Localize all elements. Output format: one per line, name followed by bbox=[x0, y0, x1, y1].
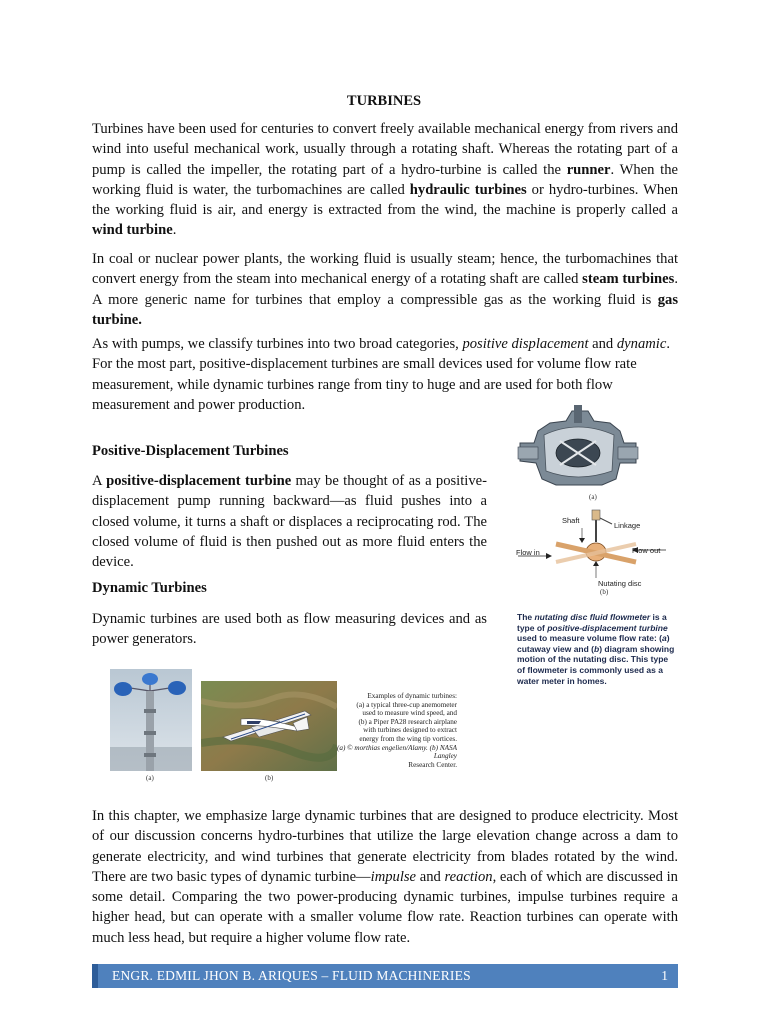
term-wind-turbine: wind turbine bbox=[92, 222, 173, 239]
dynamic-caption: Examples of dynamic turbines: (a) a typical three-cup anemometer used to measure wind speed, and (b) a Piper PA28 research airplane with turbines designed to extract energy from the wing tip vortices. (a) © morthias engelien/Alamy. (b) NASA Langley Research Center. bbox=[336, 692, 457, 769]
flowmeter-label-a: (a) bbox=[589, 493, 597, 501]
paragraph-dynamic: Dynamic turbines are used both as flow measuring devices and as power generators. bbox=[92, 611, 487, 648]
paragraph-classification: As with pumps, we classify turbines into two broad categories, positive displacement and dynamic. For the most part, positive-displacement turbines are small devices used for volume flow rate measurement, while dynamic turbines range from tiny to huge and are used for both flow measurement and power production. bbox=[92, 336, 670, 413]
label-linkage: Linkage bbox=[614, 521, 641, 530]
flowmeter-caption: The nutating disc fluid flowmeter is a type of positive-displacement turbine used to measure volume flow rate: (a) cutaway view and (b) diagram showing motion of the nutating disc. This type of flowmeter is commonly used as a water meter in homes. bbox=[517, 612, 675, 686]
dynamic-label-a: (a) bbox=[146, 774, 154, 782]
footer-text: ENGR. EDMIL JHON B. ARIQUES – FLUID MACHINERIES bbox=[112, 968, 471, 983]
page-footer bbox=[92, 964, 678, 988]
label-shaft: Shaft bbox=[562, 516, 580, 525]
paragraph-intro: Turbines have been used for centuries to convert freely available mechanical energy from rivers and wind into useful mechanical work, usually through a rotating shaft. Whereas the rotating part of a pump is called the impeller, the rotating part of a hydro-turbine is called the runner. When the working fluid is water, the turbomachines are called hydraulic turbines or hydro-turbines. When the working fluid is air, and energy is extracted from the wind, the machine is properly called a wind turbine. bbox=[92, 121, 678, 239]
term-runner: runner bbox=[566, 161, 611, 178]
heading-positive-displacement: Positive-Displacement Turbines bbox=[92, 443, 289, 459]
airplane-photo bbox=[201, 681, 337, 771]
paragraph-steam: In coal or nuclear power plants, the working fluid is usually steam; hence, the turbomachines that convert energy from the steam into mechanical energy of a rotating shaft are called steam turbines. A more generic name for turbines that employ a compressible gas as the working fluid is gas turbine. bbox=[92, 251, 678, 328]
page-number: 1 bbox=[661, 968, 668, 983]
flowmeter-cutaway-image bbox=[516, 401, 640, 493]
paragraph-positive-displacement: A positive-displacement turbine may be thought of as a positive-displacement pump running backward—as fluid pushes into a closed volume, it turns a shaft or displaces a reciprocating rod. The closed volume of fluid is then pushed out as more fluid enters the device. bbox=[92, 473, 487, 571]
term-steam-turbines: steam turbines bbox=[582, 271, 675, 288]
label-nutating-disc: Nutating disc bbox=[598, 579, 642, 588]
label-flow-out: Flow out bbox=[632, 546, 661, 555]
flowmeter-label-b: (b) bbox=[600, 588, 609, 596]
page-title: TURBINES bbox=[346, 93, 422, 109]
heading-dynamic: Dynamic Turbines bbox=[92, 580, 207, 596]
term-hydraulic-turbines: hydraulic turbines bbox=[409, 181, 527, 198]
label-flow-in: Flow in bbox=[516, 548, 540, 557]
anemometer-photo bbox=[110, 669, 192, 771]
paragraph-chapter: In this chapter, we emphasize large dynamic turbines that are designed to produce electricity. Most of our discussion concerns hydro-turbines that utilize the large elevation change across a dam to generate electricity, and wind turbines that generate electricity from blades rotated by the wind. There are two basic types of dynamic turbine—impulse and reaction, each of which are discussed in some detail. Comparing the two power-producing dynamic turbines, impulse turbines require a higher head, but can operate with a smaller volume flow rate. Reaction turbines can operate with much less head, but require a higher volume flow rate. bbox=[92, 808, 678, 946]
dynamic-label-b: (b) bbox=[265, 774, 274, 782]
term-gas-turbine: gas turbine. bbox=[92, 291, 678, 328]
term-positive-displacement-turbine: positive-displacement turbine bbox=[106, 473, 292, 489]
